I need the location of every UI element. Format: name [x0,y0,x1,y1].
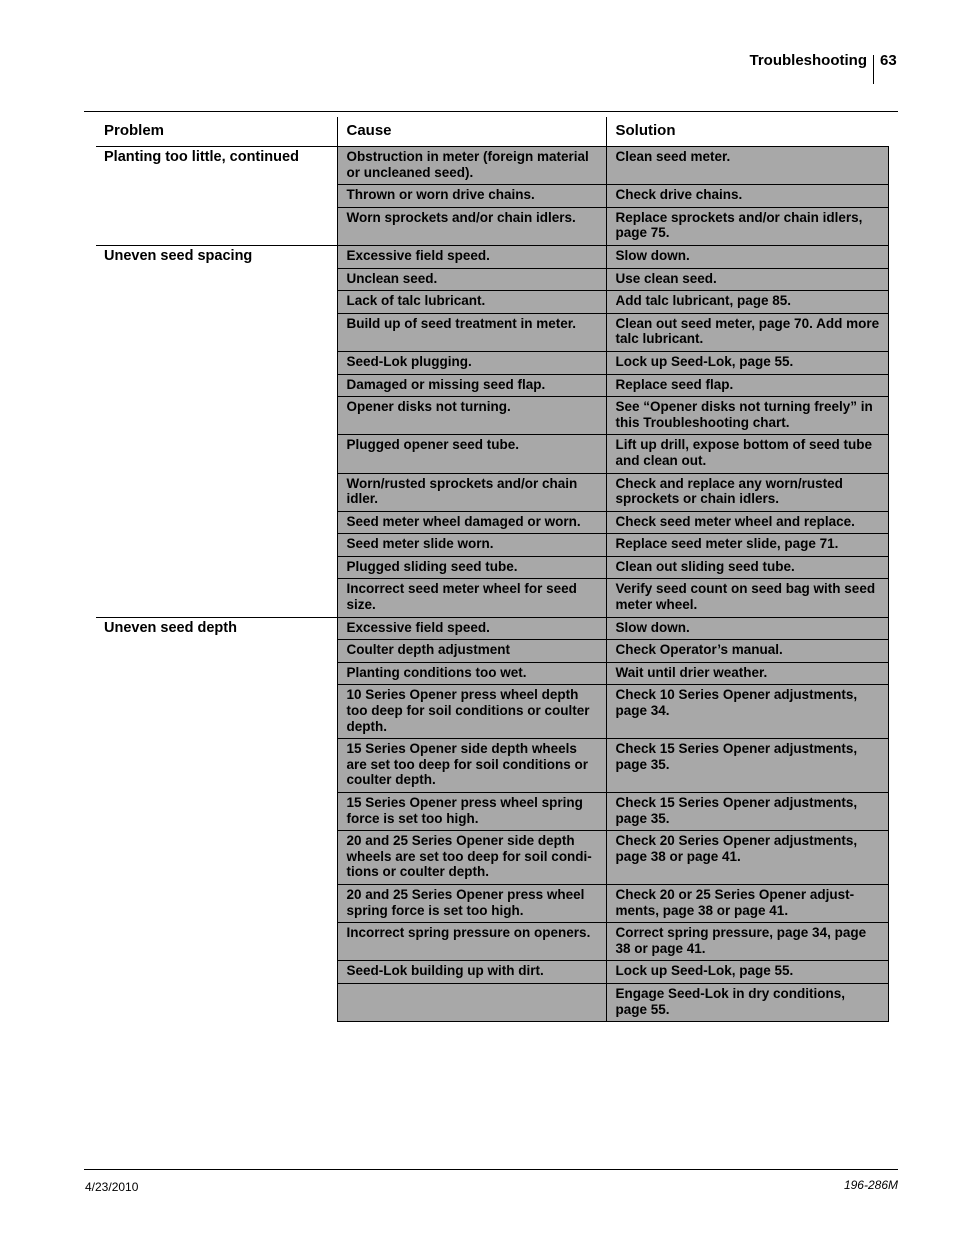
cause-cell: Plugged opener seed tube. [337,435,606,473]
table-row [96,147,888,185]
cause-cell: Incorrect seed meter wheel for seed size. [337,579,606,617]
cause-cell: 15 Series Opener press wheel spring force is set too high. [337,793,606,831]
solution-cell: Check 10 Series Opener adjustments, page 34. [606,685,888,739]
cause-cell: Excessive field speed. [337,617,606,640]
cause-cell: 15 Series Opener side depth wheels are set too deep for soil conditions or coulter depth. [337,739,606,793]
cause-cell: Build up of seed treatment in meter. [337,313,606,351]
cause-cell: Seed-Lok building up with dirt. [337,961,606,984]
column-header-cause: Cause [337,117,606,147]
solution-cell: Correct spring pressure, page 34, page 38 or page 41. [606,923,888,961]
cause-cell [337,983,606,1021]
cause-cell: Planting conditions too wet. [337,662,606,685]
solution-cell: Clean out sliding seed tube. [606,556,888,579]
problem-cell: Uneven seed spacing [96,245,337,617]
solution-cell: Slow down. [606,245,888,268]
footer-rule [84,1169,898,1170]
column-header-solution: Solution [606,117,888,147]
solution-cell: Engage Seed-Lok in dry conditions, page 55. [606,983,888,1021]
solution-cell: Lift up drill, expose bottom of seed tube and clean out. [606,435,888,473]
footer-date: 4/23/2010 [85,1180,139,1194]
column-header-problem: Problem [104,121,165,139]
header-separator [873,55,874,84]
solution-cell: Verify seed count on seed bag with seed meter wheel. [606,579,888,617]
top-rule [84,111,898,112]
solution-cell: Check 15 Series Opener adjustments, page 35. [606,793,888,831]
cause-cell: Thrown or worn drive chains. [337,185,606,208]
problem-cell: Uneven seed depth [96,617,337,1021]
troubleshooting-table [96,117,889,1022]
solution-cell: Clean seed meter. [606,147,888,185]
solution-cell: Replace sprockets and/or chain idlers, page 75. [606,207,888,245]
solution-cell: Replace seed meter slide, page 71. [606,534,888,557]
solution-cell: Wait until drier weather. [606,662,888,685]
cause-cell: Plugged sliding seed tube. [337,556,606,579]
solution-cell: Check drive chains. [606,185,888,208]
cause-cell: Seed-Lok plugging. [337,351,606,374]
table-header-row [96,117,888,147]
solution-cell: Lock up Seed-Lok, page 55. [606,351,888,374]
cause-cell: Obstruction in meter (foreign material or uncleaned seed). [337,147,606,185]
problem-cell: Planting too little, continued [96,147,337,246]
solution-cell: Lock up Seed-Lok, page 55. [606,961,888,984]
page-number: 63 [880,52,897,69]
cause-cell: Opener disks not turning. [337,397,606,435]
cause-cell: Worn/rusted sprockets and/or chain idler. [337,473,606,511]
solution-cell: Check seed meter wheel and replace. [606,511,888,534]
solution-cell: Add talc lubricant, page 85. [606,291,888,314]
solution-cell: Check and replace any worn/rusted sprockets or chain idlers. [606,473,888,511]
cause-cell: Incorrect spring pressure on openers. [337,923,606,961]
table-row [96,245,888,268]
section-title: Troubleshooting [749,52,867,69]
solution-cell: Check 20 or 25 Series Opener adjust-ments, page 38 or page 41. [606,884,888,922]
cause-cell: Excessive field speed. [337,245,606,268]
cause-cell: Seed meter wheel damaged or worn. [337,511,606,534]
cause-cell: Damaged or missing seed flap. [337,374,606,397]
solution-cell: Replace seed flap. [606,374,888,397]
solution-cell: Check 20 Series Opener adjustments, page 38 or page 41. [606,831,888,885]
solution-cell: Clean out seed meter, page 70. Add more talc lubricant. [606,313,888,351]
cause-cell: 20 and 25 Series Opener press wheel spring force is set too high. [337,884,606,922]
solution-cell: Check Operator’s manual. [606,640,888,663]
cause-cell: Coulter depth adjustment [337,640,606,663]
cause-cell: Lack of talc lubricant. [337,291,606,314]
table-body [96,147,888,1022]
solution-cell: Slow down. [606,617,888,640]
solution-cell: See “Opener disks not turning freely” in this Troubleshooting chart. [606,397,888,435]
footer-doc-number: 196-286M [843,1178,898,1192]
cause-cell: 20 and 25 Series Opener side depth wheels are set too deep for soil condi-tions or coulter depth. [337,831,606,885]
solution-cell: Check 15 Series Opener adjustments, page 35. [606,739,888,793]
table-row [96,617,888,640]
cause-cell: Unclean seed. [337,268,606,291]
cause-cell: Seed meter slide worn. [337,534,606,557]
solution-cell: Use clean seed. [606,268,888,291]
cause-cell: 10 Series Opener press wheel depth too deep for soil conditions or coulter depth. [337,685,606,739]
cause-cell: Worn sprockets and/or chain idlers. [337,207,606,245]
